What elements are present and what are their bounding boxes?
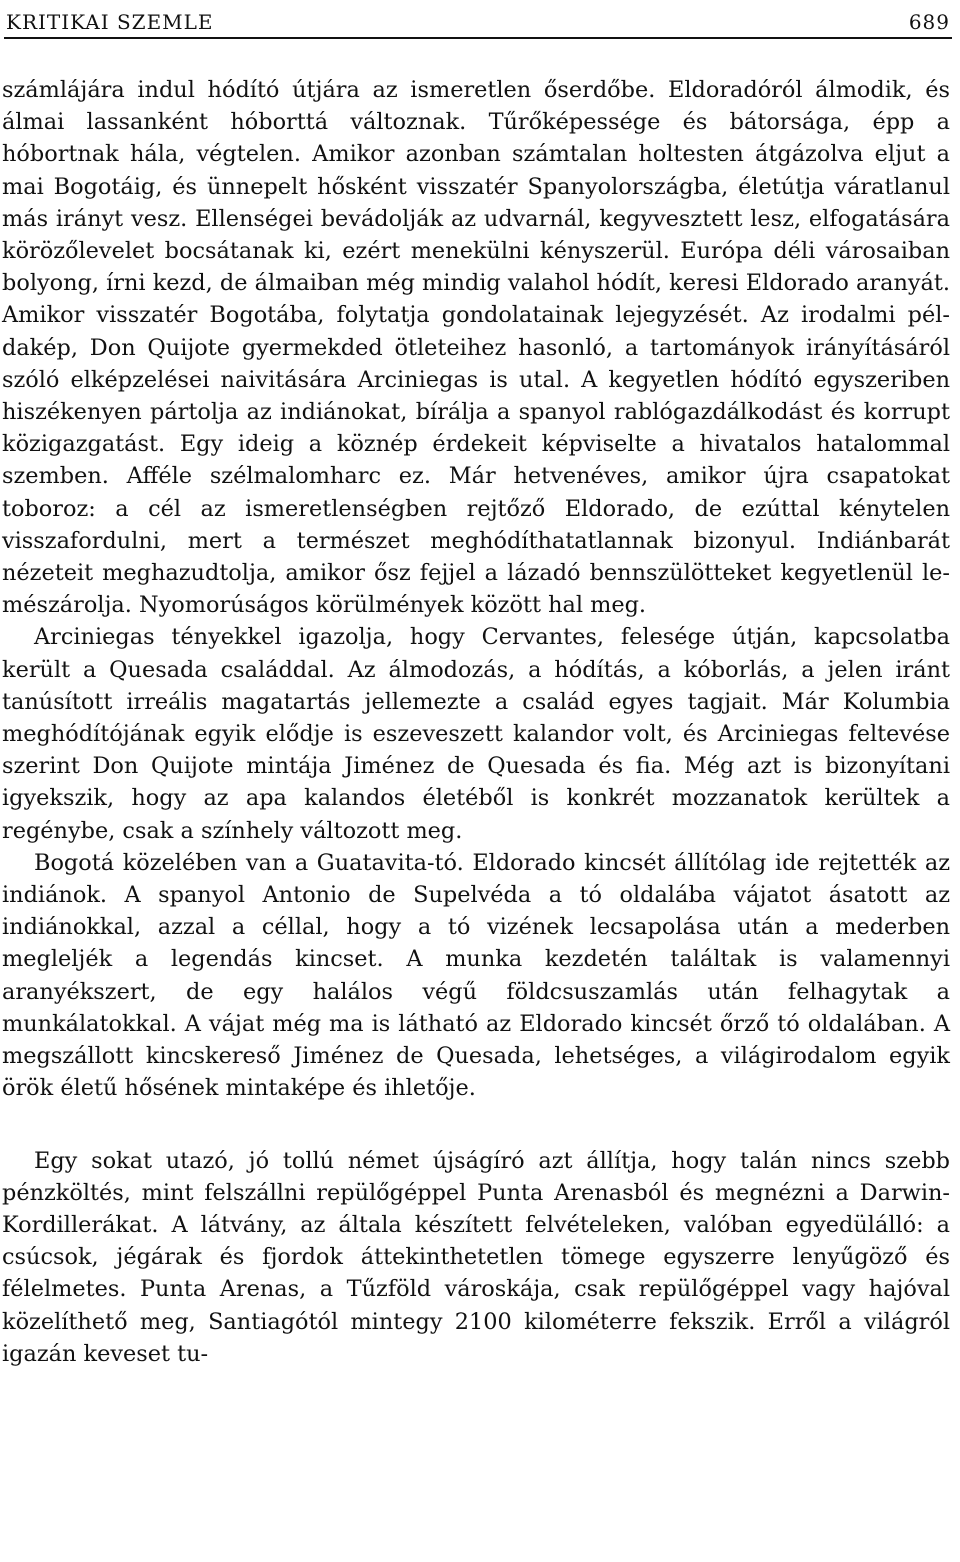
section-break	[2, 1105, 950, 1145]
header-rule	[4, 37, 952, 39]
paragraph-guatavita: Bogotá közelében van a Guatavita-tó. Eldorado kincsét állítólag ide rejtették az indiánok. A spanyol Antonio de Supelvéda a tó oldalába vájatot ásatott az indiánokkal, azzal a céllal, hogy a tó vizének lecsapolása után a mederben megleljék a legendás kincset. A munka kezdetén találtak is valamennyi aranyékszert, de egy halálos végű földcsuszamlás után felhagytak a munkálatokkal. A vájat még ma is látható az Eldorado kincsét őrző tó oldalában. A megszállott kincskereső Jiménez de Quesada, lehetséges, a világirodalom egyik örök életű hősének mintaképe és ihletője.	[2, 849, 950, 1102]
journal-title: KRITIKAI SZEMLE	[6, 10, 214, 34]
paragraph-cervantes: Arciniegas tényekkel igazolja, hogy Cervantes, felesége útján, kapcsolatba került a Quesada családdal. Az álmodozás, a hódítás, a kóborlás, a jelen iránt tanúsított irreális magatartás jellemezte a család egyes tagjait. Már Kolumbia meghódítójának egyik elődje is eszeveszett kalandor volt, és Arciniegas feltevése szerint Don Quijote mintája Jiménez de Quesada és fia. Még azt is bizonyítani igyekszik, hogy az apa kalandos életéből is konkrét mozzanatok kerültek a regénybe, csak a színhely változott meg.	[2, 624, 950, 844]
running-head	[6, 4, 950, 34]
paragraph-punta-arenas: Egy sokat utazó, jó tollú német újságíró azt állítja, hogy talán nincs szebb pénzköltés, mint felszállni repülőgéppel Punta Arenasból és megnézni a Darwin-Kordillerákat. A látvány, az általa készített felvételeken, valóban egyedülálló: a csúcsok, jégárak és fjordok áttekinthetetlen tömege egyszerre lenyűgöző és félelmetes. Punta Arenas, a Tűzföld városkája, csak repülőgéppel vagy hajóval közelíthető meg, Santiagótól mintegy 2100 kilométerre fekszik. Erről a világról igazán keveset tu-	[2, 1147, 950, 1367]
page-number: 689	[908, 10, 950, 34]
article-body	[2, 74, 950, 1370]
paragraph-continuation: számlájára indul hódító útjára az ismeretlen őserdőbe. Eldoradóról álmodik, és álmai lassanként hóborttá változnak. Tűrőképessége és bátorsága, épp a hóbortnak hála, végtelen. Amikor azonban számtalan holtesten átgázolva eljut a mai Bogotáig, és ünnepelt hősként visszatér Spanyolországba, életútja váratlanul más irányt vesz. Ellenségei bevádolják az udvarnál, kegyvesztett lesz, elfogatására körözőlevelet bocsátanak ki, ezért menekülni kényszerül. Európa déli városaiban bolyong, írni kezd, de álmaiban még mindig valahol hódít, keresi Eldorado aranyát. Amikor visszatér Bogotába, folytatja gondolatainak lejegyzését. Az irodalmi példakép, Don Quijote gyermekded ötleteihez hasonló, a tartományok irányításáról szóló elképzelései naivitására Arciniegas is utal. A kegyetlen hódító egyszeriben hiszékenyen pártolja az indiánokat, bírálja a spanyol rablógazdálkodást és korrupt közigazgatást. Egy ideig a köznép érdekeit képviselte a hivatalos hatalommal szemben. Afféle szélmalomharc ez. Már hetvenéves, amikor újra csapatokat toboroz: a cél az ismeretlenségben rejtőző Eldorado, de ezúttal kénytelen visszafordulni, mert a természet meghódíthatatlannak bizonyul. Indiánbarát nézeteit meghazudtolja, amikor ősz fejjel a lázadó bennszülötteket kegyetlenül lemészárolja. Nyomorúságos körülmények között hal meg.	[2, 77, 950, 619]
